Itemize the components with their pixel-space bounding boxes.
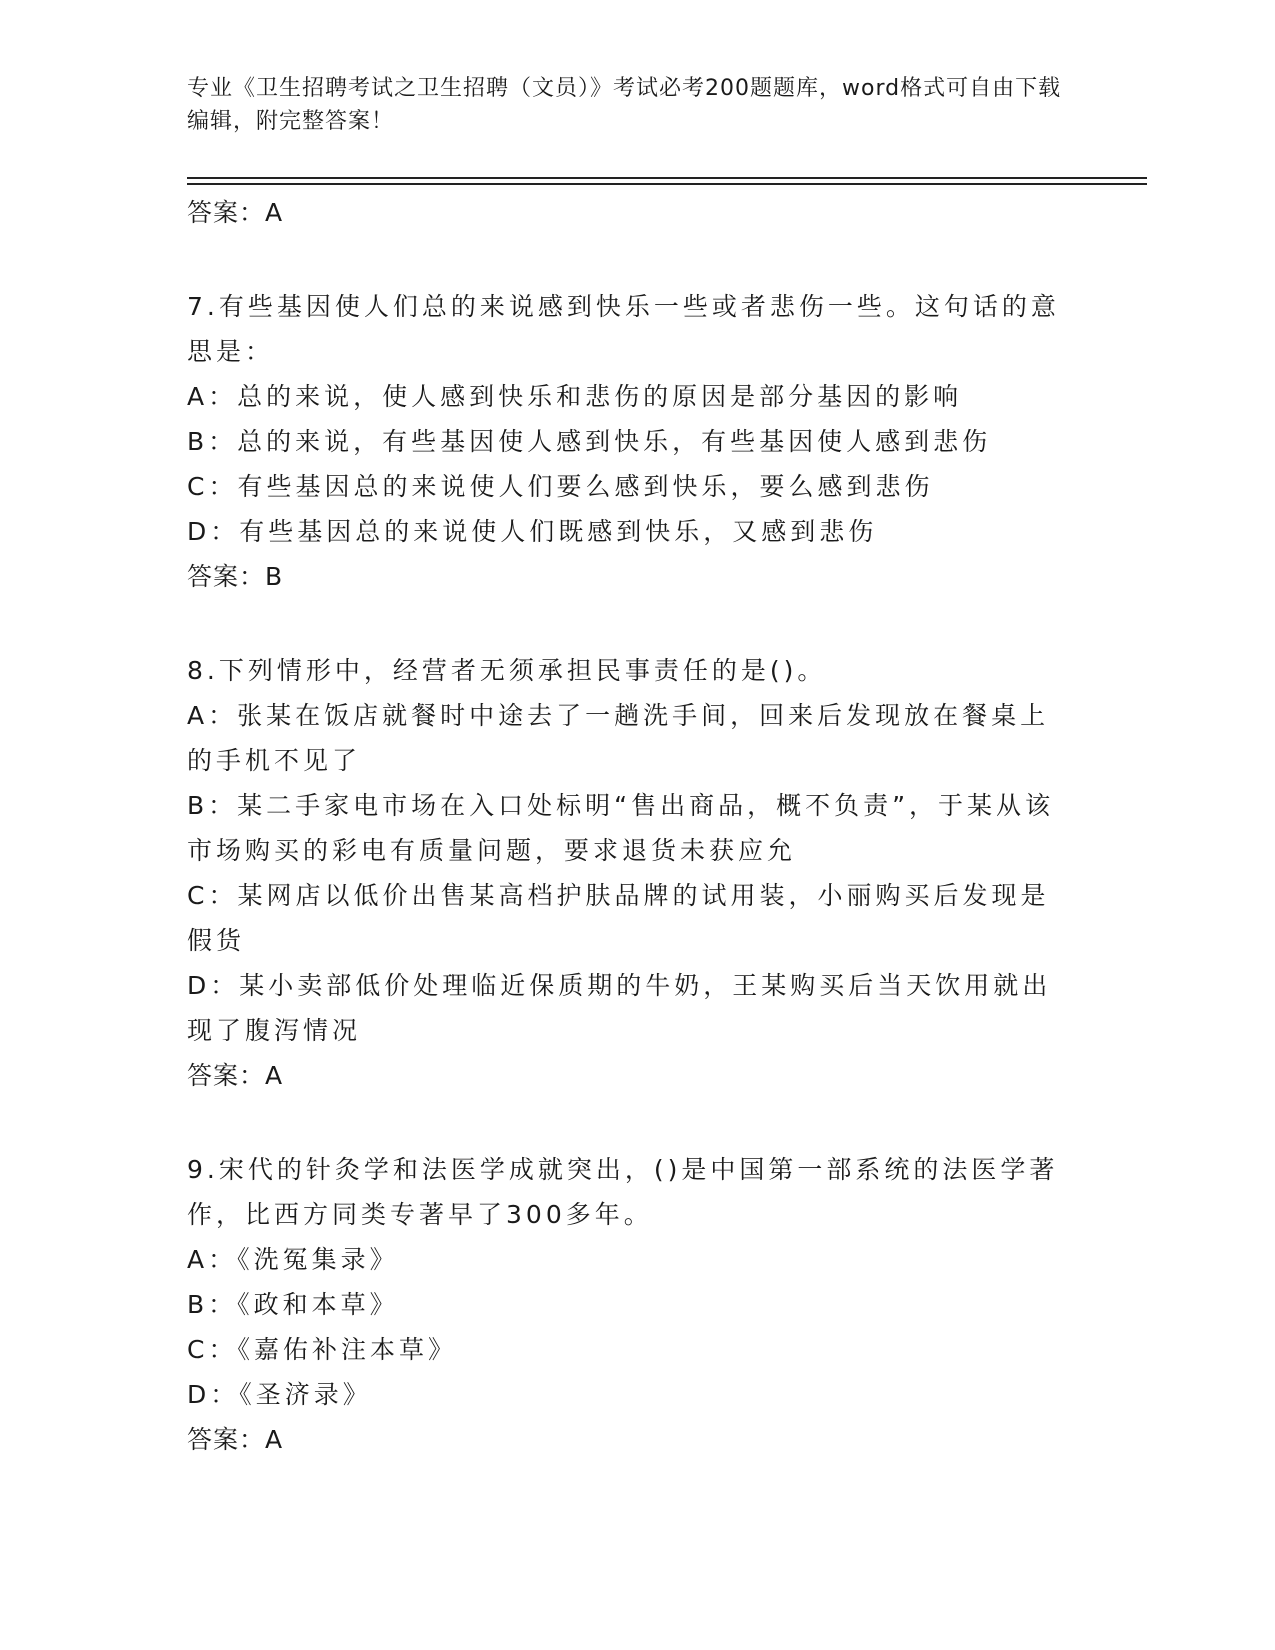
question-9 xyxy=(187,1147,1067,1463)
option-b: B：总的来说，有些基因使人感到快乐，有些基因使人感到悲伤 xyxy=(187,427,992,456)
option-a: A：张某在饭店就餐时中途去了一趟洗手间，回来后发现放在餐桌上的手机不见了 xyxy=(187,701,1050,775)
document-header: 专业《卫生招聘考试之卫生招聘（文员）》考试必考200题题库，word格式可自由下载编辑，附完整答案！ xyxy=(187,76,1062,134)
option-b: B：某二手家电市场在入口处标明“售出商品，概不负责”，于某从该市场购买的彩电有质量问题，要求退货未获应允 xyxy=(187,791,1055,865)
option-d: D：《圣济录》 xyxy=(187,1380,372,1409)
option-d: D：有些基因总的来说使人们既感到快乐，又感到悲伤 xyxy=(187,517,878,546)
option-c: C：某网店以低价出售某高档护肤品牌的试用装，小丽购买后发现是假货 xyxy=(187,881,1050,955)
option-b: B：《政和本草》 xyxy=(187,1290,399,1319)
option-c: C：《嘉佑补注本草》 xyxy=(187,1335,457,1364)
option-a: A：总的来说，使人感到快乐和悲伤的原因是部分基因的影响 xyxy=(187,382,963,411)
question-8 xyxy=(187,648,1067,1099)
header-divider-top xyxy=(187,177,1147,179)
question-list xyxy=(187,190,1067,1463)
answer-line: 答案：A xyxy=(187,1061,284,1090)
question-7 xyxy=(187,284,1067,600)
question-stem: 7.有些基因使人们总的来说感到快乐一些或者悲伤一些。这句话的意思是： xyxy=(187,292,1060,366)
option-a: A：《洗冤集录》 xyxy=(187,1245,399,1274)
option-c: C：有些基因总的来说使人们要么感到快乐，要么感到悲伤 xyxy=(187,472,934,501)
answer-line: 答案：B xyxy=(187,562,284,591)
question-stem: 8.下列情形中，经营者无须承担民事责任的是()。 xyxy=(187,656,827,685)
header-divider-bottom xyxy=(187,183,1147,185)
answer-line: 答案：A xyxy=(187,1425,284,1454)
question-stem: 9.宋代的针灸学和法医学成就突出，()是中国第一部系统的法医学著作，比西方同类专著早了300多年。 xyxy=(187,1155,1059,1229)
option-d: D：某小卖部低价处理临近保质期的牛奶，王某购买后当天饮用就出现了腹泻情况 xyxy=(187,971,1052,1045)
previous-question-answer: 答案：A xyxy=(187,198,284,227)
